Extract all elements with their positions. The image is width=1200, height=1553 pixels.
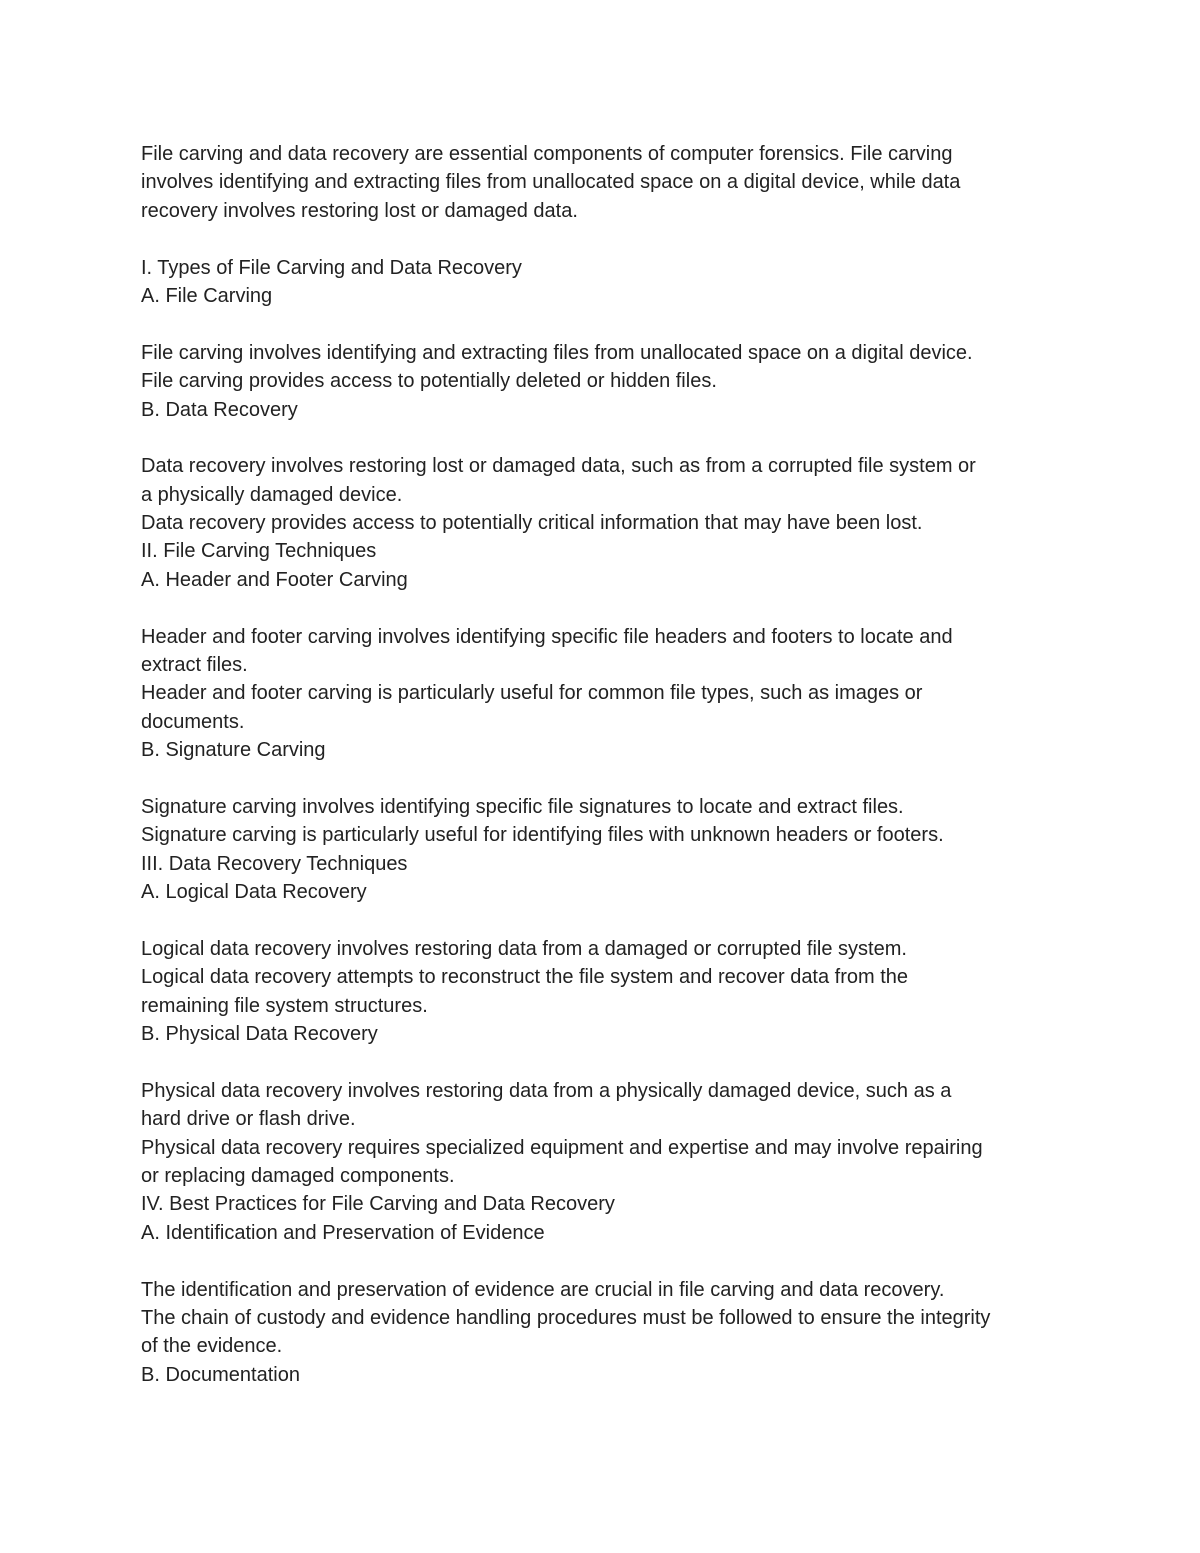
text-line: File carving involves identifying and extracting files from unallocated space on a digital device. [141,341,973,364]
blank-line [141,907,1081,935]
section-heading: IV. Best Practices for File Carving and Data Recovery [141,1193,615,1216]
subsection-heading: A. Identification and Preservation of Evidence [141,1221,545,1244]
text-line: The identification and preservation of evidence are crucial in file carving and data recovery. [141,1278,945,1301]
text-line: remaining file system structures. [141,994,428,1017]
text-line: The chain of custody and evidence handling procedures must be followed to ensure the integrity [141,1307,991,1330]
text-line: involves identifying and extracting files from unallocated space on a digital device, while data [141,171,961,194]
document-body [141,140,1081,1389]
blank-line [141,594,1081,622]
blank-line [141,424,1081,452]
section-heading: III. Data Recovery Techniques [141,852,408,875]
text-line: Data recovery provides access to potentially critical information that may have been lost. [141,512,923,535]
subsection-heading: B. Physical Data Recovery [141,1023,378,1046]
blank-line [141,765,1081,793]
text-line: Logical data recovery attempts to reconstruct the file system and recover data from the [141,966,909,989]
section-heading: II. File Carving Techniques [141,540,377,563]
subsection-heading: B. Documentation [141,1363,300,1386]
text-line: Logical data recovery involves restoring data from a damaged or corrupted file system. [141,937,907,960]
text-line: Signature carving is particularly useful for identifying files with unknown headers or footers. [141,824,944,847]
blank-line [141,1247,1081,1275]
blank-line [141,1049,1081,1077]
text-line: a physically damaged device. [141,483,403,506]
section-heading: I. Types of File Carving and Data Recovery [141,256,522,279]
text-line: Signature carving involves identifying specific file signatures to locate and extract files. [141,795,904,818]
text-line: hard drive or flash drive. [141,1108,356,1131]
text-line: File carving and data recovery are essential components of computer forensics. File carving [141,143,953,165]
text-line: Physical data recovery involves restoring data from a physically damaged device, such as a [141,1079,952,1102]
subsection-heading: A. Logical Data Recovery [141,881,367,904]
text-line: extract files. [141,654,248,677]
text-line: Data recovery involves restoring lost or damaged data, such as from a corrupted file system or [141,455,976,478]
text-line: Physical data recovery requires specialized equipment and expertise and may involve repairing [141,1136,983,1159]
blank-line [141,225,1081,253]
text-line: Header and footer carving involves identifying specific file headers and footers to locate and [141,625,953,648]
subsection-heading: A. File Carving [141,284,273,307]
subsection-heading: B. Data Recovery [141,398,298,421]
subsection-heading: B. Signature Carving [141,739,326,762]
text-line: Header and footer carving is particularly useful for common file types, such as images or [141,682,923,705]
blank-line [141,310,1081,338]
text-line: recovery involves restoring lost or damaged data. [141,199,578,222]
text-line: or replacing damaged components. [141,1165,455,1188]
text-line: documents. [141,710,245,733]
subsection-heading: A. Header and Footer Carving [141,568,408,591]
text-line: of the evidence. [141,1335,283,1358]
text-line: File carving provides access to potentially deleted or hidden files. [141,370,717,393]
